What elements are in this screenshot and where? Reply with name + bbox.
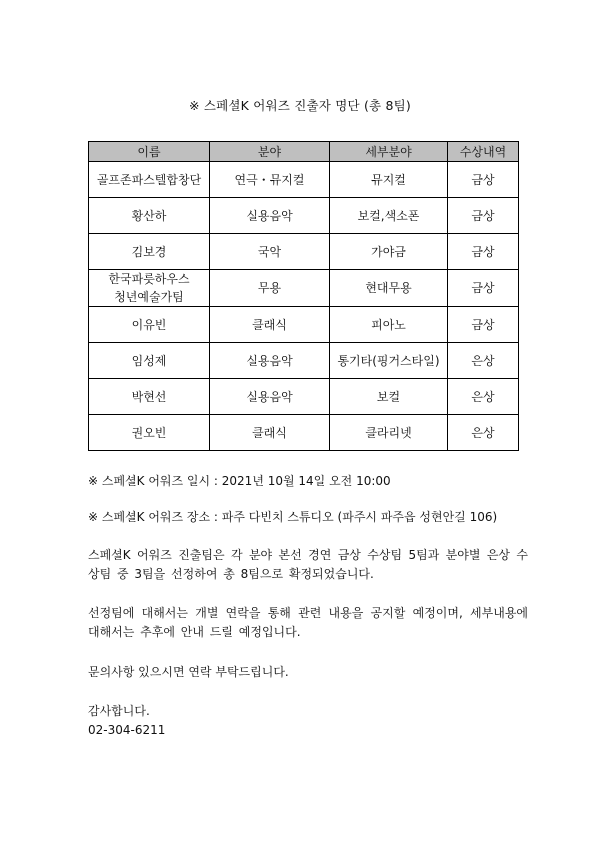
cell-name bbox=[89, 270, 210, 307]
table-body bbox=[89, 162, 519, 451]
cell-name bbox=[89, 198, 210, 234]
cell-award: 금상 bbox=[448, 234, 519, 270]
table-row bbox=[89, 343, 519, 379]
cell-subfield: 가야금 bbox=[330, 234, 448, 270]
table-row bbox=[89, 379, 519, 415]
cell-name-line: 박현선 bbox=[131, 389, 167, 404]
cell-name-line: 권오빈 bbox=[131, 425, 167, 440]
event-venue-line: ※ 스페셜K 어워즈 장소 : 파주 다빈치 스튜디오 (파주시 파주읍 성현안길 106) bbox=[88, 510, 498, 524]
cell-field: 실용음악 bbox=[210, 379, 330, 415]
cell-field: 무용 bbox=[210, 270, 330, 307]
cell-name-line: 골프존파스텔합창단 bbox=[96, 172, 202, 187]
cell-name bbox=[89, 379, 210, 415]
cell-award: 은상 bbox=[448, 343, 519, 379]
cell-subfield: 피아노 bbox=[330, 307, 448, 343]
cell-subfield: 보컬,색소폰 bbox=[330, 198, 448, 234]
cell-field: 국악 bbox=[210, 234, 330, 270]
table-row bbox=[89, 307, 519, 343]
cell-subfield: 뮤지컬 bbox=[330, 162, 448, 198]
cell-field: 실용음악 bbox=[210, 343, 330, 379]
selection-paragraph: 스페셜K 어워즈 진출팀은 각 분야 본선 경연 금상 수상팀 5팀과 분야별 은상 수상팀 중 3팀을 선정하여 총 8팀으로 확정되었습니다. bbox=[88, 548, 528, 581]
cell-award: 은상 bbox=[448, 415, 519, 451]
cell-name bbox=[89, 343, 210, 379]
cell-field: 실용음악 bbox=[210, 198, 330, 234]
cell-name bbox=[89, 234, 210, 270]
notes-section bbox=[88, 472, 528, 740]
cell-subfield: 보컬 bbox=[330, 379, 448, 415]
table-row bbox=[89, 270, 519, 307]
cell-subfield: 클라리넷 bbox=[330, 415, 448, 451]
table-row bbox=[89, 415, 519, 451]
header-award: 수상내역 bbox=[448, 142, 519, 162]
cell-field: 클래식 bbox=[210, 307, 330, 343]
cell-name-line: 청년예술가팀 bbox=[114, 290, 184, 304]
cell-subfield: 통기타(핑거스타일) bbox=[330, 343, 448, 379]
cell-subfield: 현대무용 bbox=[330, 270, 448, 307]
header-field: 분야 bbox=[210, 142, 330, 162]
cell-name bbox=[89, 162, 210, 198]
header-subfield: 세부분야 bbox=[330, 142, 448, 162]
cell-name-line: 임성제 bbox=[131, 353, 167, 368]
table-header-row bbox=[89, 142, 519, 162]
cell-name bbox=[89, 307, 210, 343]
thanks-line: 감사합니다. bbox=[88, 704, 150, 718]
cell-award: 금상 bbox=[448, 162, 519, 198]
table-row bbox=[89, 234, 519, 270]
cell-field: 클래식 bbox=[210, 415, 330, 451]
finalist-table bbox=[88, 141, 519, 451]
header-name: 이름 bbox=[89, 142, 210, 162]
inquiry-line: 문의사항 있으시면 연락 부탁드립니다. bbox=[88, 665, 289, 679]
cell-award: 은상 bbox=[448, 379, 519, 415]
cell-name-line: 김보경 bbox=[131, 244, 167, 259]
cell-name-line: 이유빈 bbox=[131, 317, 167, 332]
cell-award: 금상 bbox=[448, 198, 519, 234]
table-row bbox=[89, 198, 519, 234]
event-date-line: ※ 스페셜K 어워즈 일시 : 2021년 10월 14일 오전 10:00 bbox=[88, 474, 391, 488]
cell-name-line: 한국파릇하우스 bbox=[108, 272, 190, 286]
document-title: ※ 스페셜K 어워즈 진출자 명단 (총 8팀) bbox=[189, 98, 411, 113]
cell-award: 금상 bbox=[448, 307, 519, 343]
phone-number: 02-304-6211 bbox=[88, 723, 166, 737]
cell-name-line: 황산하 bbox=[131, 208, 167, 223]
cell-award: 금상 bbox=[448, 270, 519, 307]
contact-paragraph: 선정팀에 대해서는 개별 연락을 통해 관련 내용을 공지할 예정이며, 세부내용에 대해서는 추후에 안내 드릴 예정입니다. bbox=[88, 606, 528, 639]
cell-field: 연극・뮤지컬 bbox=[210, 162, 330, 198]
cell-name bbox=[89, 415, 210, 451]
table-row bbox=[89, 162, 519, 198]
